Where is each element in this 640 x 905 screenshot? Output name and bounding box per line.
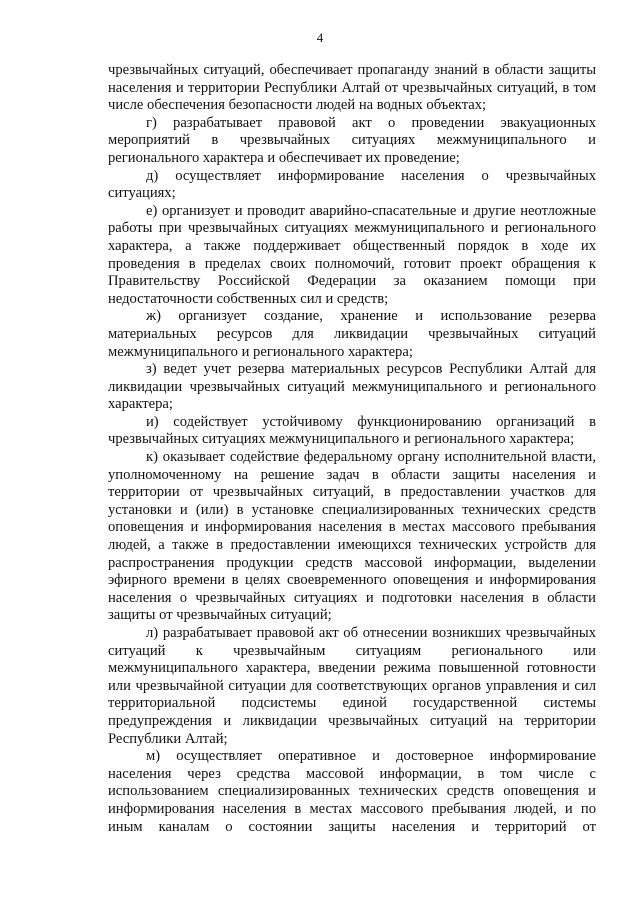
list-item-zh: ж) организует создание, хранение и использование резерва материальных ресурсов для ликвидации чрезвычайных ситуаций межмуниципального и регионального характера; [108, 308, 596, 360]
list-item-z: з) ведет учет резерва материальных ресурсов Республики Алтай для ликвидации чрезвычайных ситуаций межмуниципального и регионального характера; [108, 361, 596, 413]
page-number: 4 [316, 30, 324, 45]
paragraph-continuation: чрезвычайных ситуаций, обеспечивает пропаганду знаний в области защиты населения и территории Республики Алтай от чрезвычайных ситуаций, в том числе обеспечения безопасности людей на водных объектах; [108, 62, 596, 114]
list-item-g: г) разрабатывает правовой акт о проведении эвакуационных мероприятий в чрезвычайных ситуациях межмуниципального и регионального характера и обеспечивает их проведение; [108, 114, 596, 166]
list-item-l: л) разрабатывает правовой акт об отнесении возникших чрезвычайных ситуаций к чрезвычайным ситуациям регионального или межмуниципального характера, введении режима повышенной готовности или чрезвычайной ситуации для соответствующих органов управления и сил территориальной подсистемы единой государственной системы предупреждения и ликвидации чрезвычайных ситуаций на территории Республики Алтай; [108, 625, 596, 747]
list-item-e: е) организует и проводит аварийно-спасательные и другие неотложные работы при чрезвычайных ситуациях межмуниципального и регионального характера, а также поддерживает общественный порядок в ходе их проведения в пределах своих полномочий, готовит проект обращения к Правительству Российской Федерации за оказанием помощи при недостаточности собственных сил и средств; [108, 202, 596, 307]
list-item-i: и) содействует устойчивому функционированию организаций в чрезвычайных ситуациях межмуниципального и регионального характера; [108, 413, 596, 448]
document-body [108, 62, 596, 836]
list-item-k: к) оказывает содействие федеральному органу исполнительной власти, уполномоченному на решение задач в области защиты населения и территории от чрезвычайных ситуаций, в предоставлении участков для установки и (или) в установке специализированных технических средств оповещения и информирования населения в местах массового пребывания людей, а также в предоставлении имеющихся технических устройств для распространения продукции средств массовой информации, выделении эфирного времени в целях своевременного оповещения и информирования населения о чрезвычайных ситуациях и подготовки населения в области защиты от чрезвычайных ситуаций; [108, 449, 596, 624]
list-item-d: д) осуществляет информирование населения о чрезвычайных ситуациях; [108, 167, 596, 202]
list-item-m: м) осуществляет оперативное и достоверное информирование населения через средства массовой информации, в том числе с использованием специализированных технических средств оповещения и информирования населения в местах массового пребывания людей, и по иным каналам о состоянии защиты населения и территорий от [108, 748, 596, 835]
